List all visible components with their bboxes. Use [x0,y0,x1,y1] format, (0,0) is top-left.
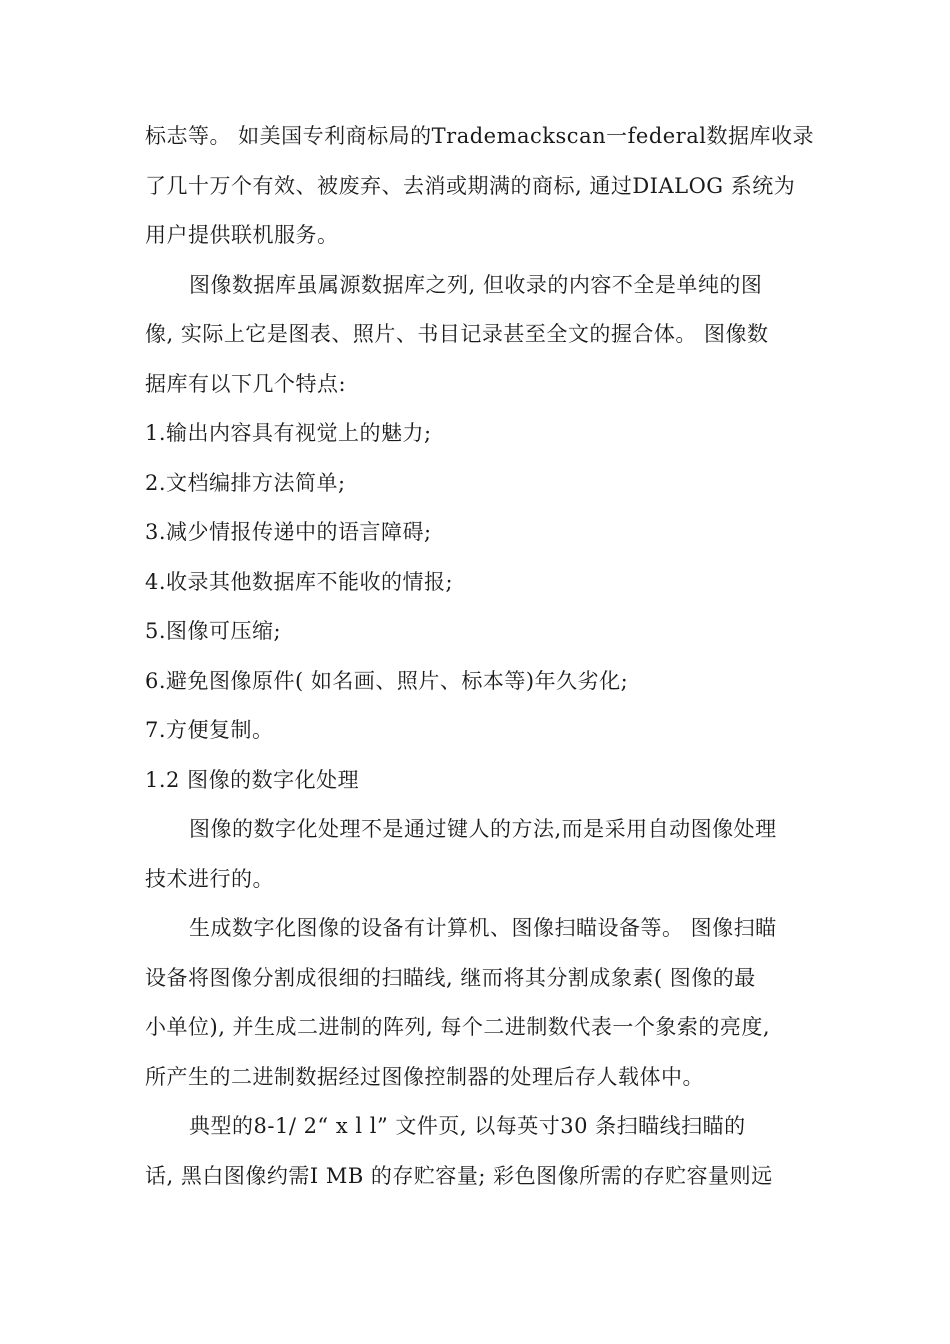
list-item: 4.收录其他数据库不能收的情报; [145,569,454,594]
text-line: 据库有以下几个特点: [145,371,347,396]
section-heading: 1.2 图像的数字化处理 [145,767,360,792]
text-line: 标志等。 如美国专利商标局的Trademackscan一federal数据库收录 [145,124,814,148]
list-item: 3.减少情报传递中的语言障碍; [145,520,432,544]
list-item: 5.图像可压缩; [145,619,282,643]
text-line: 像, 实际上它是图表、照片、书目记录甚至全文的握合体。 图像数 [145,322,769,346]
paragraph-first-line: 典型的8-1/ 2“ x l l” 文件页, 以每英寸30 条扫瞄线扫瞄的 [189,1114,746,1138]
list-item: 2.文档编排方法简单; [145,470,346,495]
text-line: 所产生的二进制数据经过图像控制器的处理后存人载体中。 [145,1064,704,1089]
text-line: 了几十万个有效、被废弃、去消或期满的商标, 通过DIALOG 系统为 [145,173,796,198]
text-line: 技术进行的。 [145,866,274,891]
paragraph-first-line: 图像的数字化处理不是通过键人的方法,而是采用自动图像处理 [189,817,777,841]
text-line: 用户提供联机服务。 [145,223,339,247]
list-item: 6.避免图像原件( 如名画、照片、标本等)年久劣化; [145,668,629,693]
list-item: 7.方便复制。 [145,718,274,742]
document-body [145,112,815,1201]
paragraph-first-line: 图像数据库虽属源数据库之列, 但收录的内容不全是单纯的图 [189,272,763,297]
list-item: 1.输出内容具有视觉上的魅力; [145,421,432,445]
paragraph-first-line: 生成数字化图像的设备有计算机、图像扫瞄设备等。 图像扫瞄 [189,916,777,940]
text-line: 小单位), 并生成二进制的阵列, 每个二进制数代表一个象索的亮度, [145,1015,771,1039]
text-line: 设备将图像分割成很细的扫瞄线, 继而将其分割成象素( 图像的最 [145,965,756,990]
text-line: 话, 黑白图像约需I MB 的存贮容量; 彩色图像所需的存贮容量则远 [145,1163,773,1188]
